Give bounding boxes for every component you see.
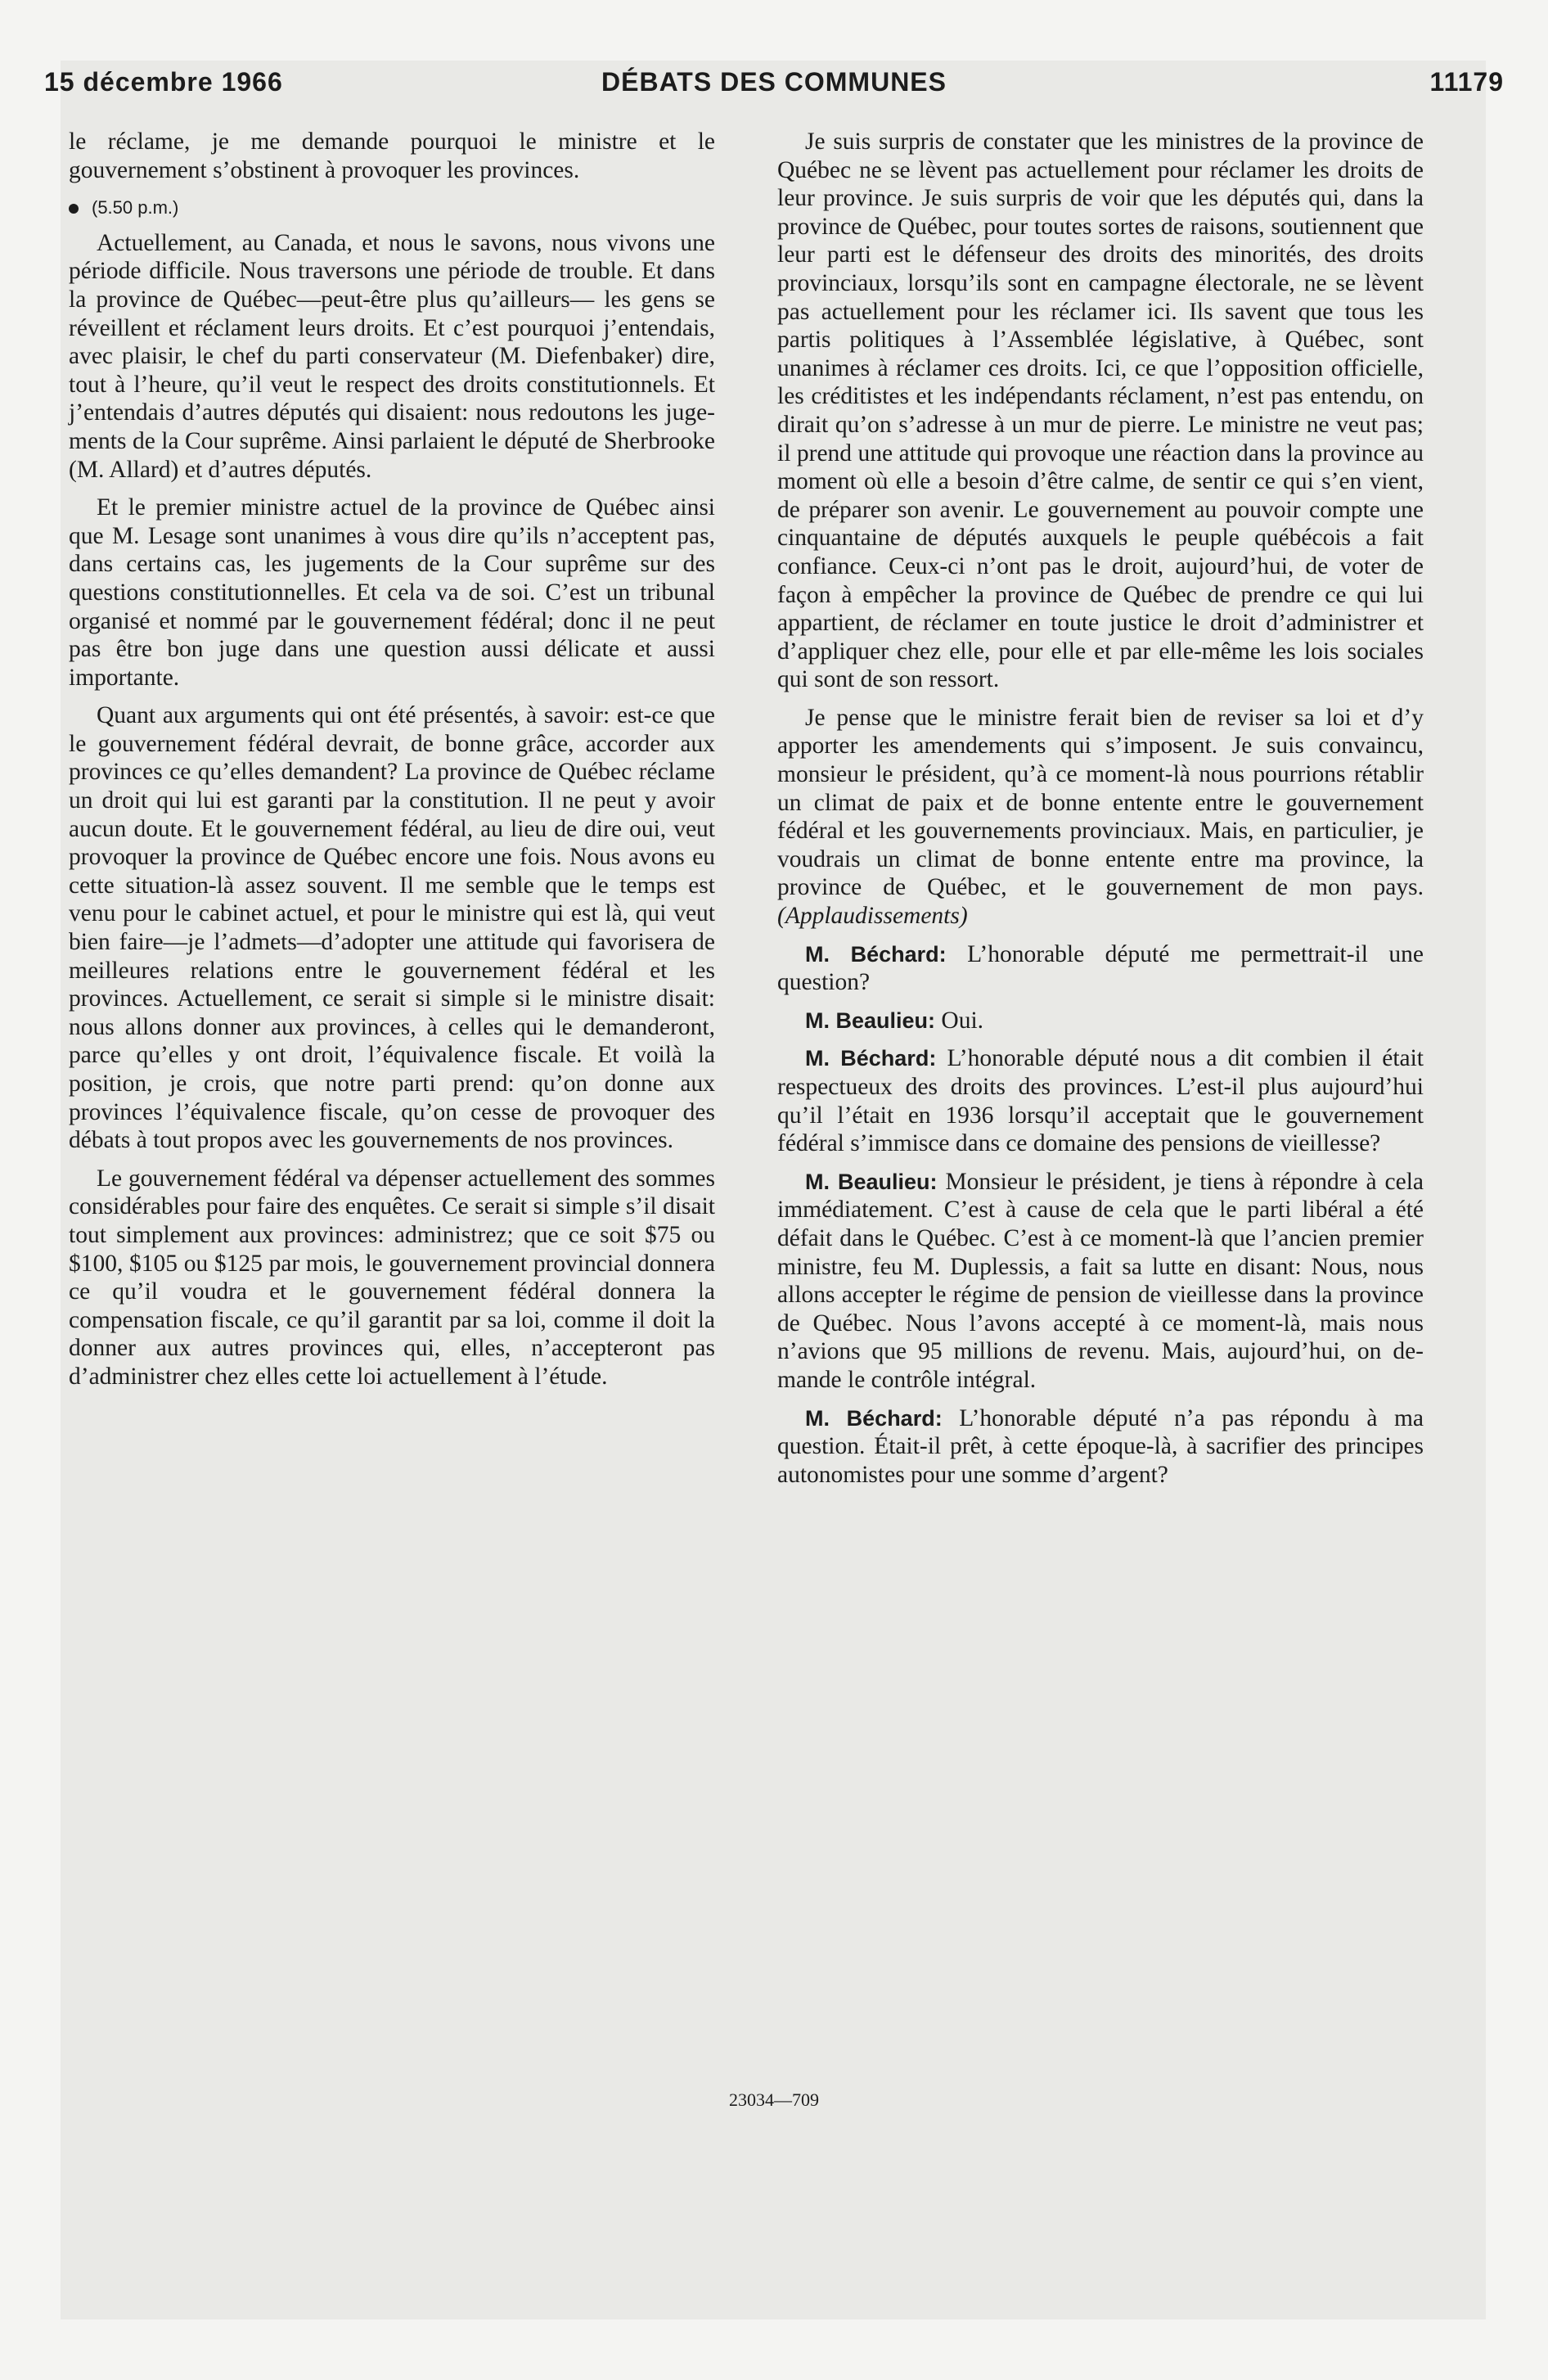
speech	[777, 1404, 1424, 1490]
bullet-icon	[69, 204, 79, 214]
paragraph: Et le premier ministre actuel de la province de Québec ainsi que M. Lesage sont unanimes à vous dire qu’ils n’acceptent pas, dans certains cas, les jugements de la Cour suprême sur des questions constitutionnelles. Et cela va de soi. C’est un tribunal organisé et nommé par le gouvernement fédéral; donc il ne peut pas être bon juge dans une question aussi délicate et aussi importante.	[69, 494, 715, 691]
speech	[777, 1044, 1424, 1157]
speech-text: L’honorable député me permettrait-il une question?	[777, 940, 1424, 996]
paragraph: Quant aux arguments qui ont été présentés, à savoir: est-ce que le gouvernement fédéral devrait, de bonne grâce, accorder aux provinces ce qu’elles demandent? La province de Québec réclame un droit qui lui est garanti par la constitution. Il ne peut y avoir aucun doute. Et le gouvernement fédéral, au lieu de dire oui, veut provoquer la province de Québec encore une fois. Nous avons eu cette situation-là assez souvent. Il me semble que le temps est venu pour le cabinet actuel, et pour le ministre qui est là, qui veut bien faire—je l’admets—d’adopter une attitude qui favorisera de meilleures relations entre le gouvernement fédéral et les provinces. Actuellement, ce serait si simple si le ministre disait: nous allons donner aux provinces, à celles qui le demanderont, parce qu’elles y ont droit, l’équivalence fiscale. Et voilà la position, je crois, que notre parti prend: qu’on donne aux provinces l’équivalence fiscale, qu’on cesse de provoquer des débats à tout propos avec les gouvernements de nos provinces.	[69, 702, 715, 1154]
speech-text: L’honorable député nous a dit combien il était respectueux des droits des provinces. L’est-il plus aujourd’hui qu’il l’était en 1936 lorsqu’il acceptait que le gouvernement fédéral s’immisce dans ce domaine des pensions de vieillesse?	[777, 1045, 1424, 1157]
applause-note: (Applaudissements)	[777, 903, 968, 930]
speech	[777, 1168, 1424, 1395]
paragraph-text: Je pense que le ministre ferait bien de reviser sa loi et d’y apporter les amendements qui s’imposent. Je suis convaincu, monsieur le président, qu’à ce moment-là nous pourrions rétablir un climat de paix et de bonne entente entre le gouvernement fédéral et les gouvernements provinciaux. Mais, en particulier, je voudrais un climat de bonne entente entre ma province, la province de Québec, et le gouvernement de mon pays.	[777, 704, 1424, 901]
page-header	[44, 67, 1504, 108]
print-code: 23034—709	[729, 2089, 819, 2110]
speech-text: L’honorable député n’a pas répondu à ma question. Était-il prêt, à cette époque-là, à sacrifier des principes autonomistes pour une somme d’argent?	[777, 1404, 1424, 1488]
speaker-name: M. Beaulieu:	[805, 1169, 938, 1194]
speaker-name: M. Béchard:	[805, 1046, 937, 1071]
time-marker	[69, 194, 715, 223]
right-column	[777, 128, 1424, 1499]
header-title: DÉBATS DES COMMUNES	[601, 67, 947, 97]
header-page-number: 11179	[1429, 67, 1504, 97]
speaker-name: M. Béchard:	[805, 1405, 943, 1431]
paragraph: le réclame, je me demande pourquoi le ministre et le gouvernement s’obstinent à provoquer les provinces.	[69, 128, 715, 183]
paragraph: Actuellement, au Canada, et nous le savons, nous vivons une période difficile. Nous traversons une période de trouble. Et dans la province de Québec—peut-être plus qu’ailleurs— les gens se réveillent et réclament leurs droits. Et c’est pourquoi j’entendais, avec plaisir, le chef du parti conservateur (M. Diefenbaker) dire, tout à l’heure, qu’il veut le respect des droits constitutionnels. Et j’entendais d’autres députés qui disaient: nous redoutons les jugements de la Cour suprême. Ainsi parlaient le député de Sherbrooke (M. Allard) et d’autres députés.	[69, 229, 715, 483]
speaker-name: M. Beaulieu:	[805, 1007, 936, 1033]
paragraph: Le gouvernement fédéral va dépenser actuellement des sommes considérables pour faire des enquêtes. Ce serait si simple s’il disait tout simplement aux provinces: administrez; que ce soit $75 ou $100, $105 ou $125 par mois, le gouvernement provincial donnera ce qu’il voudra et le gouvernement fédéral donnera la compensation fiscale, ce qu’il garantit par sa loi, comme il doit la donner aux autres provinces qui, elles, n’accepteront pas d’administrer chez elles cette loi actuellement à l’étude.	[69, 1165, 715, 1390]
paragraph	[777, 704, 1424, 931]
speech	[777, 1007, 1424, 1035]
paragraph: Je suis surpris de constater que les ministres de la province de Québec ne se lèvent pas actuellement pour réclamer les droits de leur province. Je suis surpris de voir que les députés qui, dans la province de Québec, pour toutes sortes de raisons, soutiennent que leur parti est le défenseur des droits des minorités, des droits provinciaux, lorsqu’ils sont en campagne électorale, ne se lèvent pas actuellement pour les réclamer ici. Ils savent que tous les partis politiques à l’Assemblée législative, à Québec, sont unanimes à réclamer ces droits. Ici, ce que l’opposition officielle, les créditistes et les indépendants réclament, n’est pas entendu, on dirait qu’on s’adresse à un mur de pierre. Le ministre ne veut pas; il prend une attitude qui provoque une réaction dans la province au moment où elle a besoin d’être calme, de sentir ce qui s’en vient, de préparer son avenir. Le gouvernement au pouvoir compte une cinquantaine de députés auxquels le peuple québécois a fait confiance. Ceux-ci n’ont pas le droit, aujourd’hui, de voter de façon à empêcher la province de Québec de prendre ce qui lui appartient, de réclamer en toute justice le droit d’administrer et d’appliquer chez elle, pour elle et par elle-même les lois sociales qui sont de son ressort.	[777, 128, 1424, 693]
left-column	[69, 128, 715, 1401]
speaker-name: M. Béchard:	[805, 941, 947, 967]
header-date: 15 décembre 1966	[44, 67, 283, 97]
speech-text: Oui.	[935, 1007, 984, 1034]
speech	[777, 940, 1424, 997]
speech-text: Monsieur le président, je tiens à répondre à cela immédiatement. C’est à cause de cela que le parti libéral a été défait dans le Québec. C’est à ce moment-là que l’ancien premier ministre, feu M. Duplessis, a fait sa lutte en disant: Nous, nous allons accepter le régime de pension de vieillesse dans la province de Québec. Nous l’avons accepté à ce moment-là, mais nous n’avions que 95 millions de revenu. Mais, aujourd’hui, on demande le contrôle intégral.	[777, 1168, 1424, 1393]
time-marker-text: (5.50 p.m.)	[92, 197, 179, 219]
